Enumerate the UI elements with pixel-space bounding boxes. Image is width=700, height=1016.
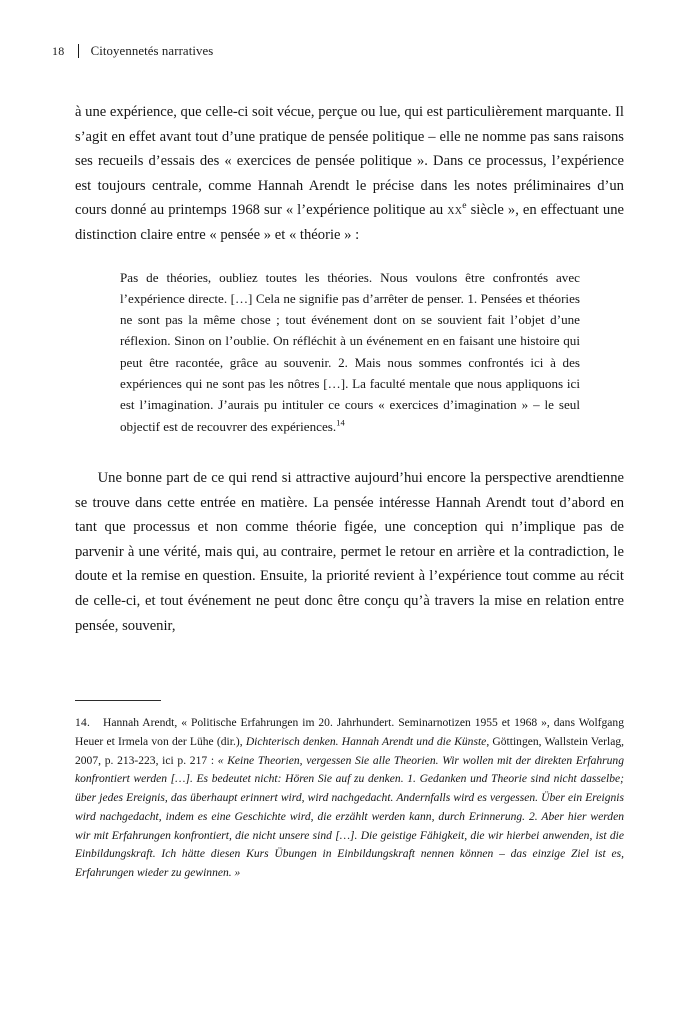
ordinal-suffix: e — [462, 200, 467, 212]
paragraph-continuation — [75, 100, 624, 248]
text-block — [75, 100, 624, 638]
paragraph-text-before-smallcaps: à une expérience, que celle-ci soit vécue, perçue ou lue, qui est particulièrement marquante. Il s’agit en effet avant tout d’une pratique de pensée politique – elle ne nomme pas sans raisons ses recueils d’essais des « exercices de pensée politique ». Dans ce processus, l’expérience est toujours centrale, comme Hannah Arendt le précise dans les notes préliminaires d’un cours donné au printemps 1968 sur « l’expérience politique au — [75, 104, 624, 219]
century-smallcaps: xx — [447, 202, 463, 219]
spacer — [75, 437, 624, 466]
footnote-number: 14. — [75, 717, 91, 729]
footnote-area — [75, 700, 624, 883]
footnote-separator-rule — [75, 700, 161, 701]
block-quotation-paragraph — [120, 267, 580, 437]
paragraph-body: Une bonne part de ce qui rend si attractive aujourd’hui encore la perspective arendtienne se trouve dans cette entrée en matière. La pensée intéresse Hannah Arendt tout d’abord en tant que processus et non comme théorie figée, une conception qui n’implique pas de parvenir à une vérité, mais qui, au contraire, permet le retour en arrière et la contradiction, le doute et la remise en question. Ensuite, la priorité revient à l’expérience tout comme au récit de celle-ci, et tout événement ne peut donc être conçu qu’à travers la mise en relation entre pensée, souvenir, — [75, 469, 624, 634]
footnote-german-quotation: « Keine Theorien, vergessen Sie alle Theorien. Wir wollen mit der direkten Erfahrung konfrontiert werden […]. Es bedeutet nicht: Hören Sie auf zu denken. 1. Gedanken und Theorie sind nicht dasselbe; über jedes Ereignis, das überhaupt erinnert wird, wird nachgedacht. Andernfalls wird es vergessen. Über ein Ereignis wird nachgedacht, indem es eine Geschichte wird, die erzählt werden kann, durch Erinnerung. 2. Aber hier werden wir mit Erfahrungen konfrontiert, die nicht unsere sind […]. Die geistige Fähigkeit, die wir hierbei anwenden, ist die Einbildungskraft. Ich hätte diesen Kurs Übungen in Einbildungskraft nennen können – das einzige Ziel ist es, Erfahrungen wieder zu gewinnen. » — [75, 754, 624, 879]
running-head-title: Citoyennetés narratives — [90, 43, 214, 58]
footnote-citation-lead: Hannah Arendt, « Politische Erfahrungen im 20. Jahrhundert. Seminarnotizen 1955 et 1968 », dans Wolfgang Heuer et Irmela von der Lühe (dir.), — [75, 717, 624, 748]
paragraph-text-after-smallcaps: siècle », en effectuant une distinction claire entre « pensée » et « théorie » : — [75, 202, 624, 243]
footnote-entry — [75, 714, 624, 883]
footnote-citation-tail: , Göttingen, Wallstein Verlag, 2007, p. 213-223, ici p. 217 : — [75, 735, 624, 767]
footnote-work-title: Dichterisch denken. Hannah Arendt und die Künste — [245, 735, 487, 748]
block-quotation — [75, 267, 624, 437]
footnote-reference-marker[interactable]: 14 — [336, 417, 345, 428]
page-number: 18 — [52, 43, 65, 58]
running-head — [52, 41, 624, 61]
block-quotation-text: Pas de théories, oubliez toutes les théories. Nous voulons être confrontés avec l’expérience directe. […] Cela ne signifie pas d’arrêter de penser. 1. Pensées et théories ne sont pas la même chose ; tout événement dont on se souvient fait l’objet d’une réflexion. Sinon on l’oublie. On réfléchit à un événement en en faisant une histoire qui peut être racontée, grâce au souvenir. 2. Mais nous sommes confrontés ici à des expériences qui ne sont pas les nôtres […]. La faculté mentale que nous appliquons ici est l’imagination. J’aurais pu intituler ce cours « exercices d’imagination » – le seul objectif est de recouvrer des expériences. — [120, 269, 580, 434]
running-head-divider — [78, 44, 79, 58]
